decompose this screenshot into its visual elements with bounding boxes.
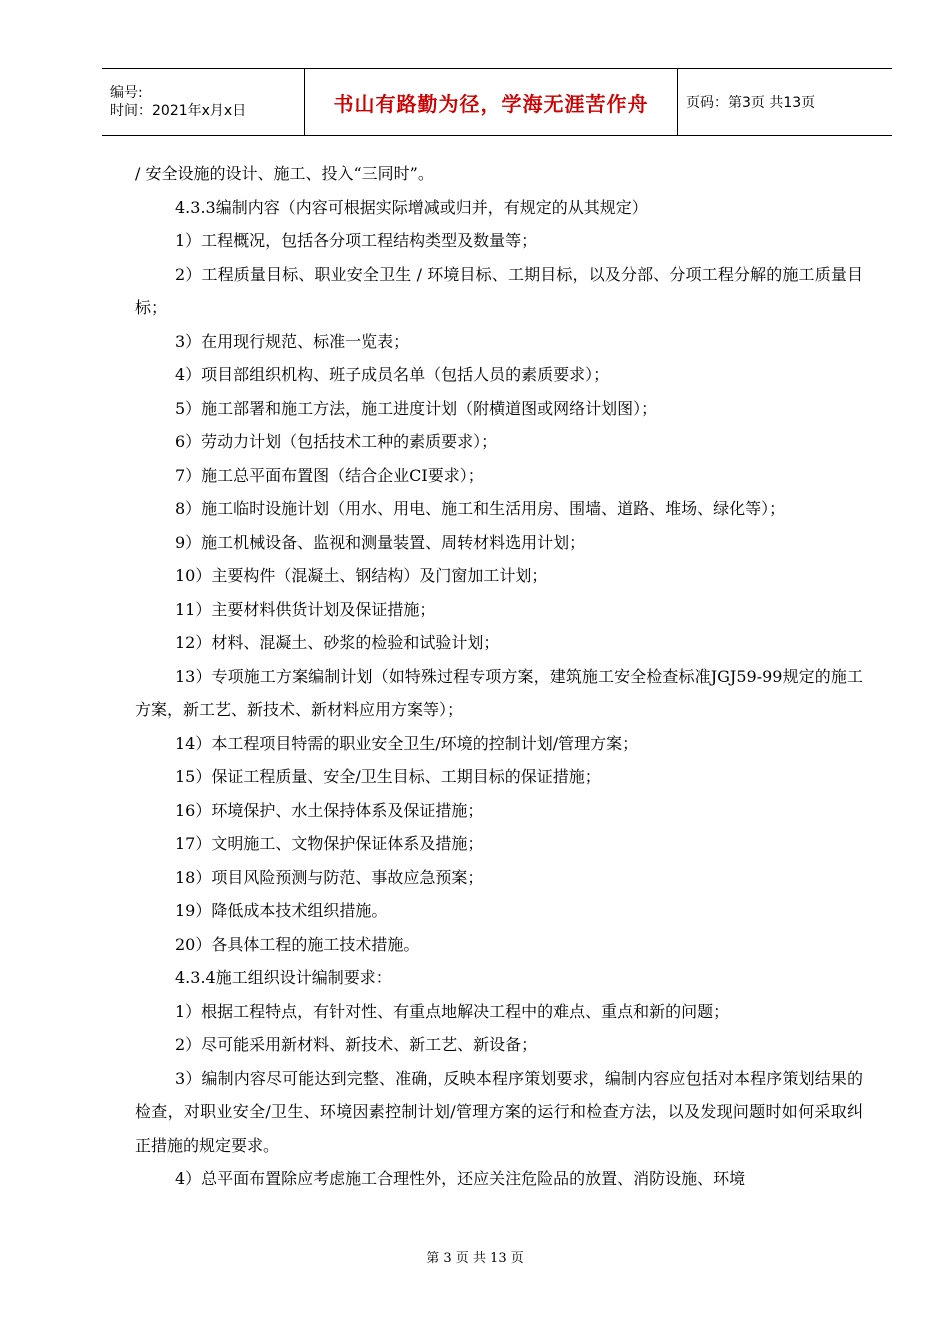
body-paragraph: 11）主要材料供货计划及保证措施； (175, 599, 436, 619)
body-paragraph: 19）降低成本技术组织措施。 (175, 901, 388, 920)
body-paragraph: 1）工程概况，包括各分项工程结构类型及数量等； (175, 231, 538, 250)
body-paragraph: 16）环境保护、水土保持体系及保证措施； (175, 800, 484, 820)
body-paragraph: 1）根据工程特点，有针对性、有重点地解决工程中的难点、重点和新的问题； (175, 1001, 730, 1021)
page-footer (0, 1247, 950, 1266)
header-page-number: 页码：第3页 共13页 (686, 95, 816, 111)
document-header (102, 68, 892, 136)
document-time-label: 时间：2021年x月x日 (110, 103, 247, 119)
body-paragraph: 2）工程质量目标、职业安全卫生 / 环境目标、工期目标，以及分部、分项工程分解的施工质量目标； (135, 264, 863, 317)
body-paragraph: 9）施工机械设备、监视和测量装置、周转材料选用计划； (175, 532, 586, 552)
body-paragraph: 5）施工部署和施工方法，施工进度计划（附横道图或网络计划图）； (175, 398, 658, 418)
body-paragraph: 12）材料、混凝土、砂浆的检验和试验计划； (175, 633, 500, 652)
body-paragraph: 15）保证工程质量、安全/卫生目标、工期目标的保证措施； (175, 767, 601, 786)
footer-page-number: 第 3 页 共 13 页 (426, 1251, 524, 1266)
body-paragraph: 4）总平面布置除应考虑施工合理性外，还应关注危险品的放置、消防设施、环境 (175, 1169, 746, 1188)
document-body (135, 157, 863, 1196)
body-paragraph: 7）施工总平面布置图（结合企业CI要求）； (175, 465, 484, 485)
body-paragraph: 3）编制内容尽可能达到完整、准确，反映本程序策划要求，编制内容应包括对本程序策划结果的检查，对职业安全/卫生、环境因素控制计划/管理方案的运行和检查方法，以及发现问题时如何采取纠正措施的规定要求。 (135, 1068, 863, 1155)
body-paragraph: 18）项目风险预测与防范、事故应急预案； (175, 867, 484, 887)
body-paragraph: 2）尽可能采用新材料、新技术、新工艺、新设备； (175, 1035, 538, 1054)
body-paragraph: 17）文明施工、文物保护保证体系及措施； (175, 834, 484, 853)
header-meta (102, 69, 304, 135)
body-paragraph: 4）项目部组织机构、班子成员名单（包括人员的素质要求）； (175, 365, 610, 384)
body-paragraph: 14）本工程项目特需的职业安全卫生/环境的控制计划/管理方案； (175, 733, 639, 753)
body-paragraph: 8）施工临时设施计划（用水、用电、施工和生活用房、围墙、道路、堆场、绿化等）； (175, 499, 786, 518)
header-page-cell (678, 69, 892, 135)
body-paragraph: 20）各具体工程的施工技术措施。 (175, 934, 420, 954)
body-paragraph: 3）在用现行规范、标准一览表； (175, 331, 410, 351)
body-paragraph: 10）主要构件（混凝土、钢结构）及门窗加工计划； (175, 566, 548, 585)
section-heading: 4.3.3编制内容（内容可根据实际增减或归并，有规定的从其规定） (175, 197, 648, 217)
body-paragraph: 6）劳动力计划（包括技术工种的素质要求）； (175, 432, 498, 451)
header-motto: 书山有路勤为径，学海无涯苦作舟 (333, 91, 649, 116)
header-motto-cell (304, 69, 678, 135)
document-number-label: 编号: (110, 85, 143, 101)
section-heading: 4.3.4施工组织设计编制要求： (175, 968, 392, 987)
body-paragraph: 13）专项施工方案编制计划（如特殊过程专项方案，建筑施工安全检查标准JGJ59-99规定的施工方案，新工艺、新技术、新材料应用方案等）； (135, 666, 863, 719)
body-paragraph: / 安全设施的设计、施工、投入“三同时”。 (135, 164, 434, 183)
